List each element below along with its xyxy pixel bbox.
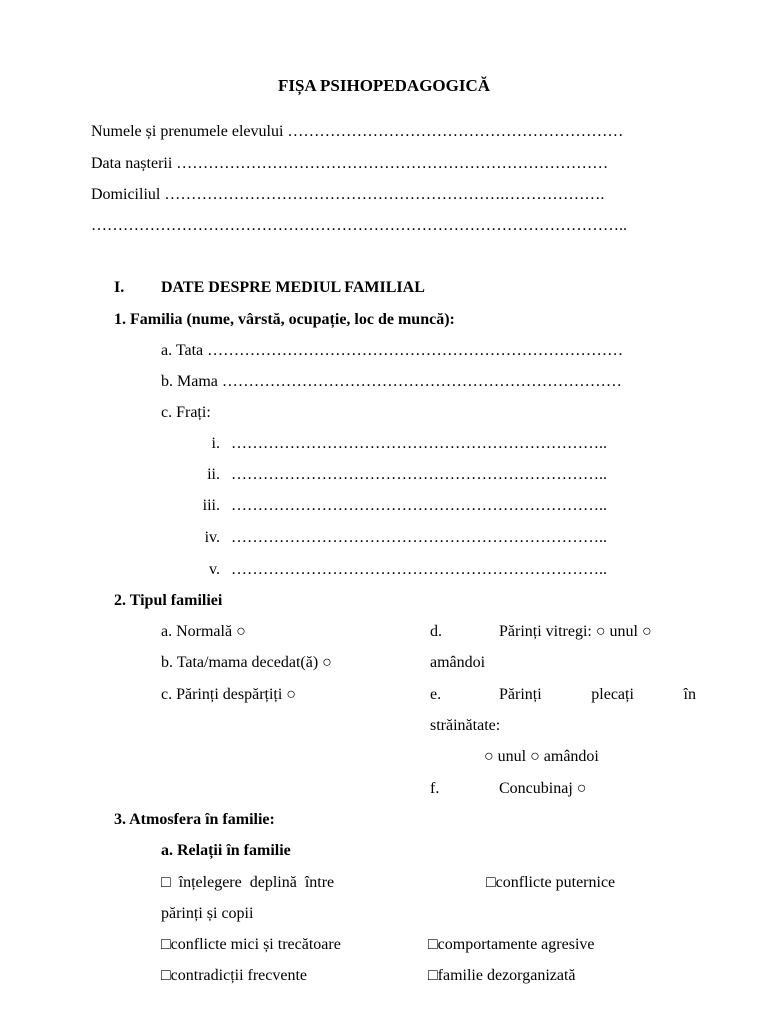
checkbox-frequent-contradictions[interactable]: □contradicții frecvente bbox=[161, 967, 308, 984]
sibling-number: iv. bbox=[204, 529, 220, 546]
birth-date-line: Data nașterii ……………………………………………………………………… bbox=[91, 155, 609, 172]
siblings-label: c. Frați: bbox=[161, 404, 211, 421]
sibling-line: …………………………………………………………….. bbox=[231, 435, 607, 452]
mother-line: b. Mama ………………………………………………………………… bbox=[161, 373, 622, 390]
option-parents-abroad bbox=[499, 685, 696, 705]
atmosphere-question: 3. Atmosfera în familie: bbox=[114, 811, 275, 828]
checkbox-aggressive-behavior[interactable]: □comportamente agresive bbox=[428, 936, 595, 953]
father-line: a. Tata …………………………………………………………………… bbox=[161, 342, 624, 359]
checkbox-disorganized-family[interactable]: □familie dezorganizată bbox=[428, 967, 576, 984]
sibling-number: iii. bbox=[202, 497, 220, 514]
option-abroad-continuation: străinătate: bbox=[430, 717, 501, 734]
option-stepparents-both: amândoi bbox=[430, 654, 486, 671]
checkbox-small-conflicts[interactable]: □conflicte mici și trecătoare bbox=[161, 936, 341, 953]
address-line: Domiciliul ……………………………………………………….………………. bbox=[91, 186, 605, 203]
option-f-letter: f. bbox=[430, 780, 440, 797]
relations-subheading: a. Relații în familie bbox=[161, 842, 291, 859]
option-stepparents[interactable]: Părinți vitregi: ○ unul ○ bbox=[499, 623, 652, 640]
option-e-letter: e. bbox=[430, 686, 442, 703]
student-name-line: Numele și prenumele elevului ……………………………………………………… bbox=[91, 123, 624, 140]
word-in: în bbox=[683, 686, 696, 703]
sibling-number: ii. bbox=[207, 466, 220, 483]
family-type-question: 2. Tipul familiei bbox=[114, 592, 223, 609]
sibling-line: …………………………………………………………….. bbox=[231, 497, 607, 514]
option-parent-deceased[interactable]: b. Tata/mama decedat(ă) ○ bbox=[161, 654, 332, 671]
section-roman-numeral: I. bbox=[114, 279, 125, 296]
option-abroad-choices[interactable]: ○ unul ○ amândoi bbox=[484, 748, 599, 765]
sibling-line: …………………………………………………………….. bbox=[231, 466, 607, 483]
sibling-line: …………………………………………………………….. bbox=[231, 529, 607, 546]
sibling-line: …………………………………………………………….. bbox=[231, 561, 607, 578]
word-parinti: Părinți bbox=[499, 686, 542, 703]
page-title: FIȘA PSIHOPEDAGOGICĂ bbox=[277, 76, 491, 95]
option-cohabitation[interactable]: Concubinaj ○ bbox=[499, 780, 587, 797]
checkbox-full-understanding[interactable]: □ înțelegere deplină între bbox=[161, 874, 335, 891]
option-parents-separated[interactable]: c. Părinți despărțiți ○ bbox=[161, 686, 296, 703]
section-heading: DATE DESPRE MEDIUL FAMILIAL bbox=[161, 279, 425, 296]
family-question: 1. Familia (nume, vârstă, ocupație, loc de muncă): bbox=[114, 311, 455, 328]
option-normal[interactable]: a. Normală ○ bbox=[161, 623, 246, 640]
sibling-number: v. bbox=[209, 561, 220, 578]
checkbox-full-understanding-cont: părinți și copii bbox=[161, 905, 254, 922]
word-plecati: plecați bbox=[591, 686, 634, 703]
sibling-number: i. bbox=[211, 435, 220, 452]
option-d-letter: d. bbox=[430, 623, 442, 640]
checkbox-strong-conflicts[interactable]: □conflicte puternice bbox=[486, 874, 616, 891]
address-extra-line: ……………………………………………………………………………………….. bbox=[91, 217, 627, 234]
